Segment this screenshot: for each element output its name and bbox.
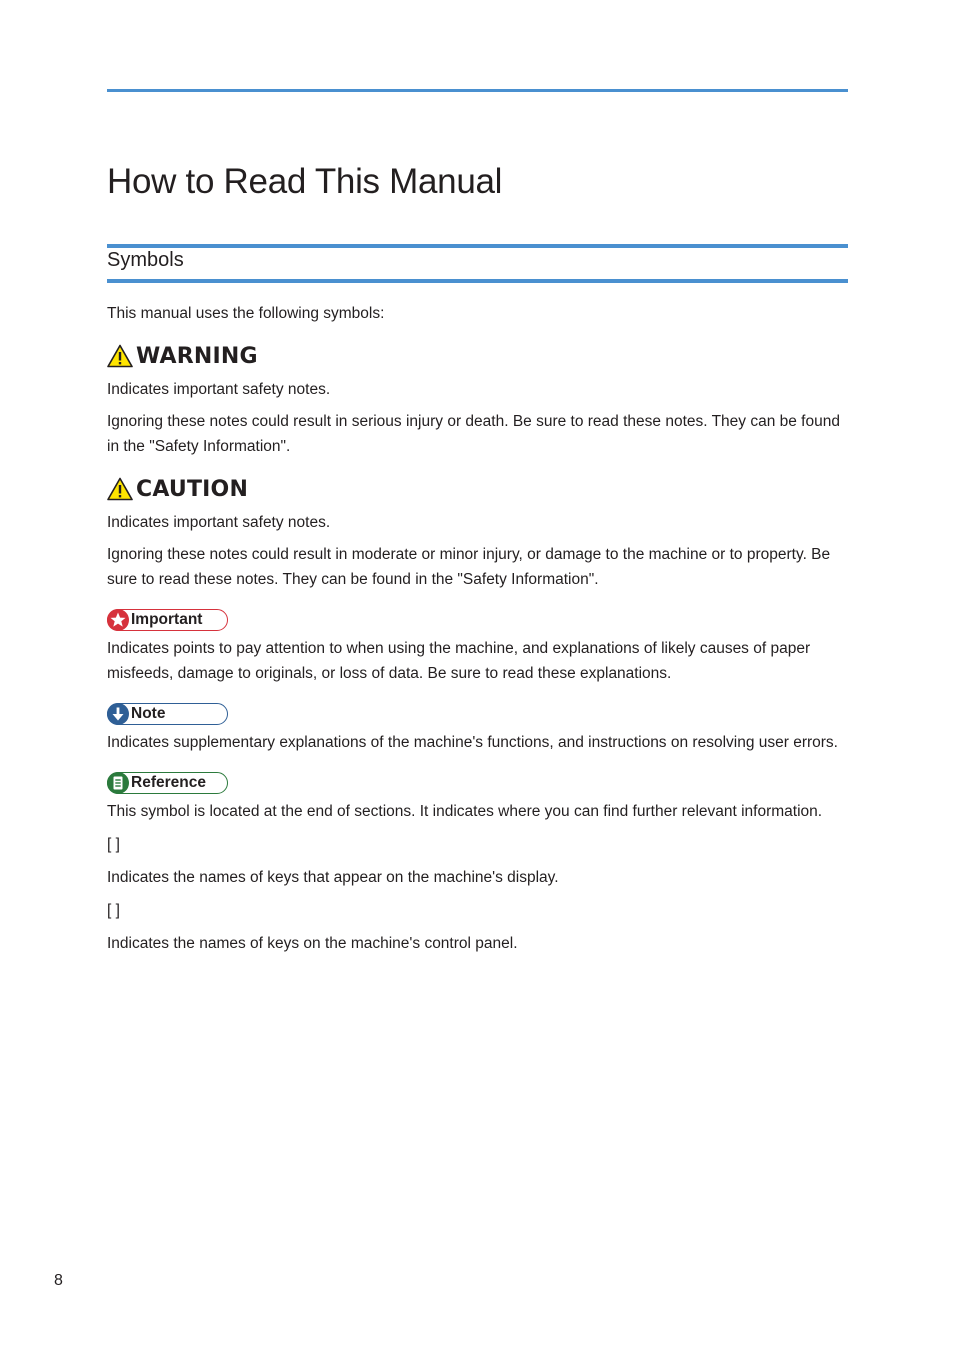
caution-line2: Ignoring these notes could result in moderate or minor injury, or damage to the machine or to property. Be sure to read these notes. They can be found in the "Safety Information". [107,546,831,588]
warning-triangle-icon [107,344,133,368]
warning-label-text: WARNING [136,343,258,369]
reference-label: Reference [131,774,206,791]
top-rule [107,89,848,92]
page-number: 8 [54,1272,63,1289]
star-icon [107,609,129,631]
section-header [107,244,848,283]
note-label: Note [131,705,166,722]
display-key-text: Indicates the names of keys that appear on the machine's display. [107,869,559,886]
intro-text: This manual uses the following symbols: [107,305,385,322]
section-rule-bottom [107,279,848,283]
warning-label [107,342,848,370]
note-badge [107,703,228,725]
important-text: Indicates points to pay attention to when using the machine, and explanations of likely causes of paper misfeeds, damage to originals, or loss of data. Be sure to read these explanations. [107,640,811,682]
panel-key-symbol: [ ] [107,902,120,919]
caution-label-text: CAUTION [136,476,249,502]
caution-line1: Indicates important safety notes. [107,514,331,531]
warning-line2: Ignoring these notes could result in serious injury or death. Be sure to read these notes. They can be found in the "Safety Information". [107,413,840,455]
important-badge [107,609,228,631]
document-icon [107,772,129,794]
section-rule-top [107,244,848,248]
caution-label [107,475,848,503]
panel-key-text: Indicates the names of keys on the machine's control panel. [107,935,518,952]
important-label: Important [131,611,203,628]
warning-line1: Indicates important safety notes. [107,381,331,398]
note-text: Indicates supplementary explanations of the machine's functions, and instructions on resolving user errors. [107,734,838,751]
reference-badge [107,772,228,794]
section-title: Symbols [107,249,184,271]
reference-text: This symbol is located at the end of sections. It indicates where you can find further relevant information. [107,803,823,820]
display-key-symbol: [ ] [107,836,120,853]
symbols-content [107,300,848,956]
page-title: How to Read This Manual [107,162,503,201]
caution-triangle-icon [107,477,133,501]
arrow-down-icon [107,703,129,725]
